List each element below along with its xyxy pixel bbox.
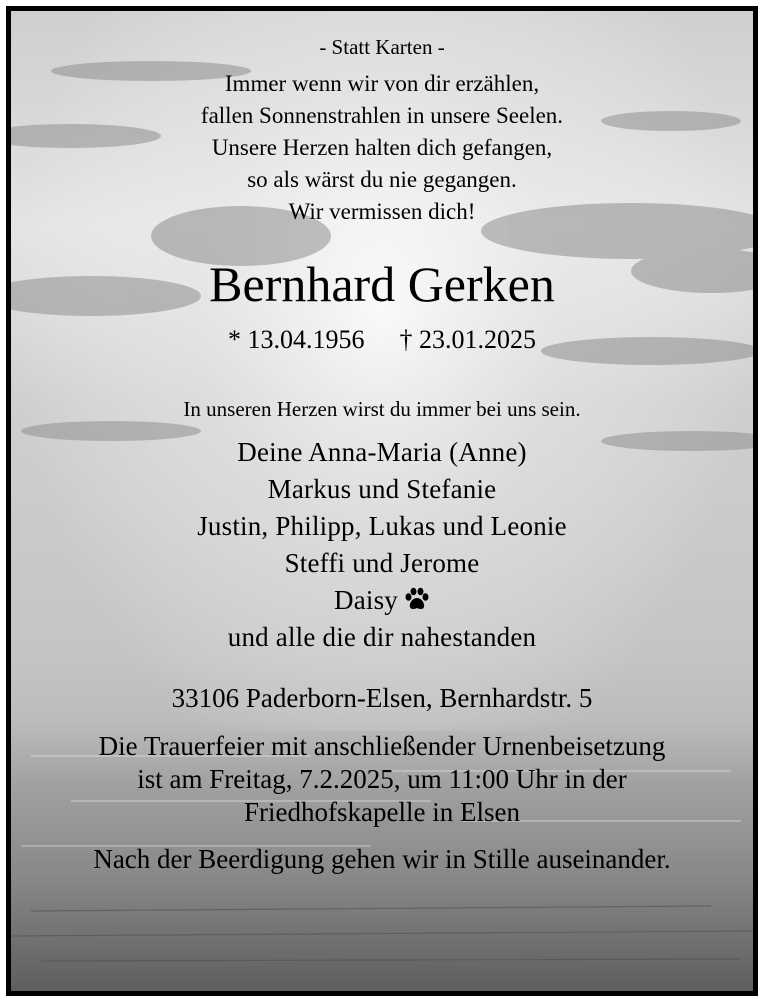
- poem-line: Wir vermissen dich!: [288, 199, 476, 224]
- header-note: - Statt Karten -: [319, 35, 445, 59]
- death-date: † 23.01.2025: [399, 325, 536, 354]
- family-line: Markus und Stefanie: [267, 474, 497, 504]
- tagline: In unseren Herzen wirst du immer bei uns sein.: [183, 397, 581, 421]
- birth-date: * 13.04.1956: [228, 325, 365, 354]
- pet-name: Daisy: [334, 585, 398, 615]
- family-line: Justin, Philipp, Lukas und Leonie: [197, 511, 567, 541]
- poem-line: Unsere Herzen halten dich gefangen,: [211, 135, 553, 160]
- closing-note: Nach der Beerdigung gehen wir in Stille auseinander.: [93, 844, 671, 874]
- family-line: Deine Anna-Maria (Anne): [237, 437, 527, 467]
- poem-line: so als wärst du nie gegangen.: [247, 167, 517, 192]
- paw-icon: [404, 587, 430, 618]
- family-line-pet: [11, 585, 753, 618]
- family-line: Steffi und Jerome: [284, 548, 480, 578]
- obituary-content: [11, 11, 753, 991]
- life-dates: [11, 325, 753, 355]
- deceased-name: Bernhard Gerken: [209, 256, 555, 312]
- obituary-frame: [6, 6, 758, 996]
- family-line: und alle die dir nahestanden: [227, 622, 537, 652]
- ceremony-line: Friedhofskapelle in Elsen: [244, 797, 520, 827]
- poem-line: Immer wenn wir von dir erzählen,: [224, 71, 540, 96]
- address: 33106 Paderborn-Elsen, Bernhardstr. 5: [171, 683, 593, 713]
- ceremony-line: ist am Freitag, 7.2.2025, um 11:00 Uhr in der: [137, 764, 627, 794]
- poem-line: fallen Sonnenstrahlen in unsere Seelen.: [200, 103, 564, 128]
- ceremony-line: Die Trauerfeier mit anschließender Urnenbeisetzung: [98, 731, 666, 761]
